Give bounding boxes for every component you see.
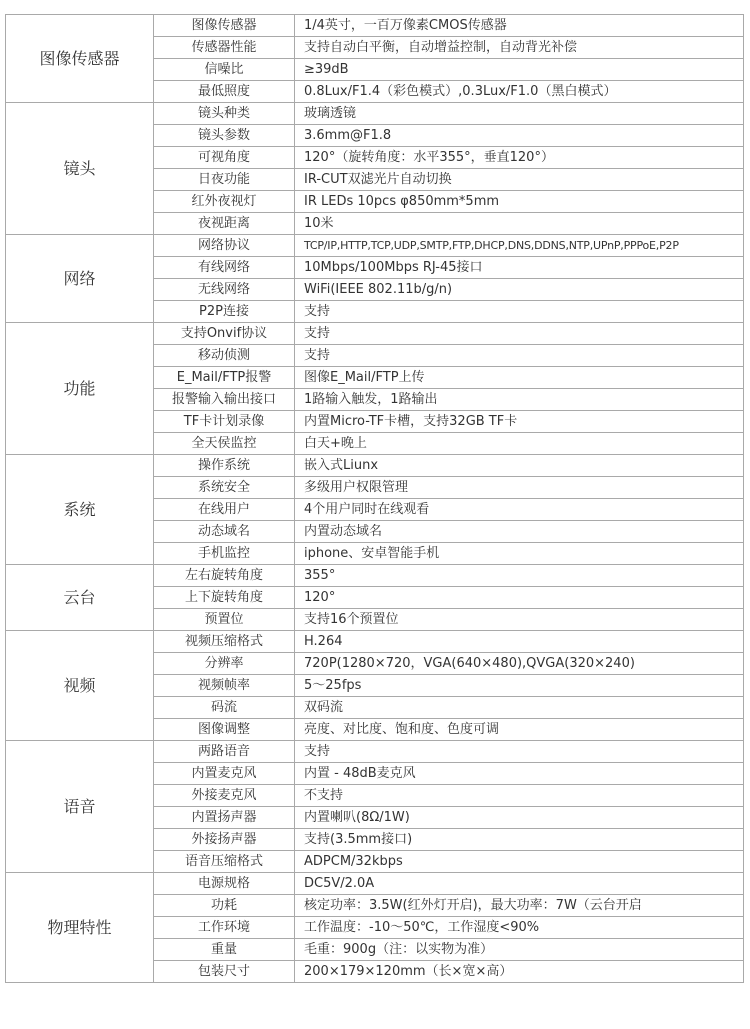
category-cell: 语音 <box>6 741 154 873</box>
value-cell: 120° <box>295 587 744 609</box>
value-cell: 355° <box>295 565 744 587</box>
value-cell: 720P(1280×720，VGA(640×480),QVGA(320×240) <box>295 653 744 675</box>
value-cell: TCP/IP,HTTP,TCP,UDP,SMTP,FTP,DHCP,DNS,DDNS,NTP,UPnP,PPPoE,P2P <box>295 235 744 257</box>
table-row <box>6 103 744 125</box>
param-cell: 语音压缩格式 <box>154 851 295 873</box>
value-cell: 4个用户同时在线观看 <box>295 499 744 521</box>
value-cell: 图像E_Mail/FTP上传 <box>295 367 744 389</box>
param-cell: 外接麦克风 <box>154 785 295 807</box>
param-cell: 无线网络 <box>154 279 295 301</box>
param-cell: 镜头参数 <box>154 125 295 147</box>
param-cell: 图像调整 <box>154 719 295 741</box>
value-cell: 毛重：900g（注：以实物为准） <box>295 939 744 961</box>
value-cell: 支持 <box>295 323 744 345</box>
param-cell: 传感器性能 <box>154 37 295 59</box>
value-cell: 200×179×120mm（长×宽×高） <box>295 961 744 983</box>
value-cell: 工作温度：-10～50℃，工作湿度<90% <box>295 917 744 939</box>
param-cell: 操作系统 <box>154 455 295 477</box>
value-cell: 1路输入触发，1路输出 <box>295 389 744 411</box>
value-cell: 核定功率：3.5W(红外灯开启)，最大功率：7W（云台开启 <box>295 895 744 917</box>
value-cell: IR LEDs 10pcs φ850mm*5mm <box>295 191 744 213</box>
param-cell: 日夜功能 <box>154 169 295 191</box>
param-cell: 视频压缩格式 <box>154 631 295 653</box>
param-cell: 镜头种类 <box>154 103 295 125</box>
value-cell: 支持 <box>295 301 744 323</box>
param-cell: 信噪比 <box>154 59 295 81</box>
param-cell: 重量 <box>154 939 295 961</box>
param-cell: E_Mail/FTP报警 <box>154 367 295 389</box>
category-cell: 功能 <box>6 323 154 455</box>
param-cell: 电源规格 <box>154 873 295 895</box>
value-cell: 支持 <box>295 741 744 763</box>
param-cell: 移动侦测 <box>154 345 295 367</box>
value-cell: IR-CUT双滤光片自动切换 <box>295 169 744 191</box>
category-cell: 网络 <box>6 235 154 323</box>
param-cell: 视频帧率 <box>154 675 295 697</box>
value-cell: ≥39dB <box>295 59 744 81</box>
value-cell: 嵌入式Liunx <box>295 455 744 477</box>
value-cell: 内置喇叭(8Ω/1W) <box>295 807 744 829</box>
param-cell: 手机监控 <box>154 543 295 565</box>
param-cell: 有线网络 <box>154 257 295 279</box>
param-cell: 两路语音 <box>154 741 295 763</box>
table-row <box>6 15 744 37</box>
category-cell: 图像传感器 <box>6 15 154 103</box>
param-cell: 红外夜视灯 <box>154 191 295 213</box>
value-cell: 玻璃透镜 <box>295 103 744 125</box>
value-cell: WiFi(IEEE 802.11b/g/n) <box>295 279 744 301</box>
category-cell: 云台 <box>6 565 154 631</box>
param-cell: 内置麦克风 <box>154 763 295 785</box>
param-cell: 可视角度 <box>154 147 295 169</box>
param-cell: 包装尺寸 <box>154 961 295 983</box>
table-row <box>6 565 744 587</box>
value-cell: 1/4英寸，一百万像素CMOS传感器 <box>295 15 744 37</box>
spec-table <box>5 14 744 983</box>
param-cell: 网络协议 <box>154 235 295 257</box>
spec-table-body <box>6 15 744 983</box>
value-cell: 双码流 <box>295 697 744 719</box>
param-cell: 系统安全 <box>154 477 295 499</box>
table-row <box>6 235 744 257</box>
value-cell: iphone、安卓智能手机 <box>295 543 744 565</box>
param-cell: 左右旋转角度 <box>154 565 295 587</box>
value-cell: 3.6mm@F1.8 <box>295 125 744 147</box>
value-cell: 支持16个预置位 <box>295 609 744 631</box>
value-cell: 5～25fps <box>295 675 744 697</box>
param-cell: 码流 <box>154 697 295 719</box>
param-cell: 分辨率 <box>154 653 295 675</box>
value-cell: 支持 <box>295 345 744 367</box>
table-row <box>6 631 744 653</box>
value-cell: 支持自动白平衡，自动增益控制，自动背光补偿 <box>295 37 744 59</box>
category-cell: 系统 <box>6 455 154 565</box>
category-cell: 镜头 <box>6 103 154 235</box>
param-cell: 在线用户 <box>154 499 295 521</box>
value-cell: 不支持 <box>295 785 744 807</box>
param-cell: 全天侯监控 <box>154 433 295 455</box>
value-cell: 白天+晚上 <box>295 433 744 455</box>
value-cell: 内置 - 48dB麦克风 <box>295 763 744 785</box>
param-cell: 动态域名 <box>154 521 295 543</box>
param-cell: 预置位 <box>154 609 295 631</box>
value-cell: 支持(3.5mm接口) <box>295 829 744 851</box>
param-cell: 夜视距离 <box>154 213 295 235</box>
value-cell: ADPCM/32kbps <box>295 851 744 873</box>
param-cell: TF卡计划录像 <box>154 411 295 433</box>
value-cell: H.264 <box>295 631 744 653</box>
param-cell: 工作环境 <box>154 917 295 939</box>
value-cell: 内置动态域名 <box>295 521 744 543</box>
param-cell: 图像传感器 <box>154 15 295 37</box>
param-cell: P2P连接 <box>154 301 295 323</box>
category-cell: 物理特性 <box>6 873 154 983</box>
value-cell: 0.8Lux/F1.4（彩色模式）,0.3Lux/F1.0（黑白模式） <box>295 81 744 103</box>
param-cell: 上下旋转角度 <box>154 587 295 609</box>
param-cell: 最低照度 <box>154 81 295 103</box>
param-cell: 内置扬声器 <box>154 807 295 829</box>
table-row <box>6 873 744 895</box>
value-cell: DC5V/2.0A <box>295 873 744 895</box>
value-cell: 120°（旋转角度：水平355°，垂直120°） <box>295 147 744 169</box>
param-cell: 功耗 <box>154 895 295 917</box>
value-cell: 多级用户权限管理 <box>295 477 744 499</box>
table-row <box>6 455 744 477</box>
param-cell: 支持Onvif协议 <box>154 323 295 345</box>
value-cell: 10米 <box>295 213 744 235</box>
table-row <box>6 323 744 345</box>
value-cell: 内置Micro-TF卡槽，支持32GB TF卡 <box>295 411 744 433</box>
category-cell: 视频 <box>6 631 154 741</box>
param-cell: 外接扬声器 <box>154 829 295 851</box>
table-row <box>6 741 744 763</box>
value-cell: 亮度、对比度、饱和度、色度可调 <box>295 719 744 741</box>
param-cell: 报警输入输出接口 <box>154 389 295 411</box>
value-cell: 10Mbps/100Mbps RJ-45接口 <box>295 257 744 279</box>
